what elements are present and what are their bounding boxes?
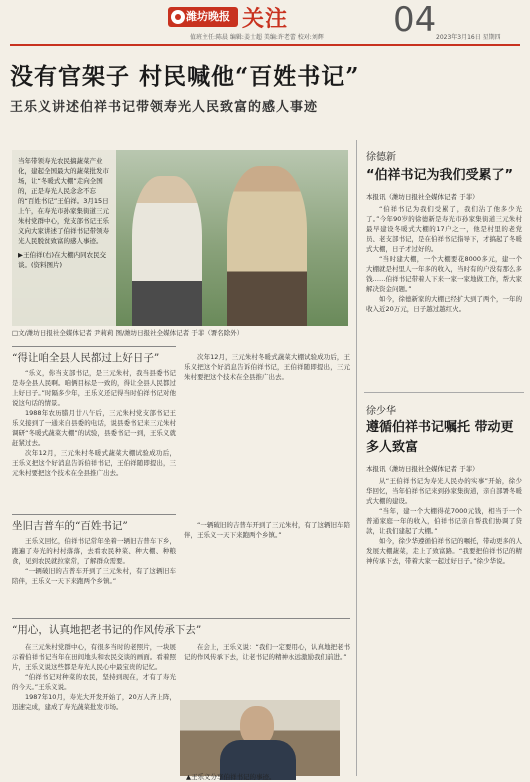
masthead <box>0 0 530 44</box>
section-title-1: “得让咱全县人民都过上好日子” <box>12 350 176 365</box>
editor-credits: 值班主任:陈晨 编辑:姜士超 美编:许老蕾 校对:刘辉 <box>190 34 324 41</box>
photo-caption-note: ▶王伯祥(右)在大棚内同农民交谈。(资料图片) <box>18 251 107 269</box>
paragraph: 1988年农历腊月廿八午后，三元朱村党支部书记王乐义接到了一通来自县委的电话，说县委书记来三元朱村调研“冬暖式蔬菜大棚”的试验，县委书记一到，王乐义就赶紧过去。 <box>12 409 176 447</box>
paragraph: 从“王伯祥书记为寿光人民办的实事”开始，徐少华回忆，当年伯祥书记来到孙家集街道，亲自部署冬暖式大棚的建设。 <box>366 477 522 505</box>
section-2-body-cont <box>184 520 350 616</box>
right-top-body <box>366 204 522 388</box>
section-title-3: “用心，认真地把老书记的作风传承下去” <box>12 622 350 637</box>
paragraph: “乐义，你当支部书记，是三元朱村，我当县委书记是寿全县人民啊。咱俩目标是一致的，得让全县人民都过上好日子。”时隔多少年，王乐义还记得当时伯祥书记对他说这句话的情景。 <box>12 369 176 407</box>
portrait-caption: ▲王乐义分享伯祥书记的事迹。 <box>186 773 276 781</box>
paragraph: 在三元朱村党群中心，有很多当时的老照片，一块展示着伯祥书记当年在田间地头和农民交谈的画面。看着照片，王乐义说这些都是寿光人民心中最宝贵的记忆。 <box>12 643 176 671</box>
paragraph: 1987年10月，寿光大开发开始了，20万人齐上阵，迅速完成，建成了寿光蔬菜批发市场。 <box>12 693 176 711</box>
logo-emblem-icon <box>171 10 185 24</box>
photo-caption <box>12 150 116 326</box>
right-top-author: 徐德新 <box>366 152 396 163</box>
issue-date: 2023年3月16日 星期四 <box>436 34 501 41</box>
photo-person-right <box>227 166 307 326</box>
right-divider <box>364 392 524 393</box>
photo-caption-text: 当年带领寿光农民搞蔬菜产业化，建起全国最大的蔬菜批发市场，让“冬暖式大棚”走向全国的，正是寿光人民念念不忘的“百姓书记”王伯祥。3月15日上午，在寿光市孙家集街道三元朱村党群中心，党支部书记王乐义向大家讲述了伯祥书记带领寿光人民脱贫致富的感人事迹。 <box>18 157 109 245</box>
article-subhead: 王乐义讲述伯祥书记带领寿光人民致富的感人事迹 <box>10 100 319 115</box>
paragraph: “伯祥书记为我们受累了，我们沾了他多少光了。”今年90岁的徐德新是寿光市孙家集街道三元朱村最早建设冬暖式大棚的17户之一，他是村里的老党员、老支部书记，是在伯祥书记指导下，才搞起了冬暖式大棚，日子才过好的。 <box>366 205 522 253</box>
page-number: 04 <box>393 0 437 40</box>
paragraph: “一辆破旧的吉普车开到了三元朱村，有了这辆旧车陪伴，王乐义一天下来跑两个乡镇。” <box>12 567 176 585</box>
header-rule <box>10 44 520 46</box>
portrait-photo <box>180 700 340 776</box>
newspaper-logo <box>168 7 238 27</box>
section-1-body <box>12 368 176 510</box>
paragraph: 在会上，王乐义说：“我们一定要用心，认真地把老书记的作风传承下去，让老书记的精神永远激励我们前进。” <box>184 643 350 661</box>
paragraph: 王乐义回忆，伯祥书记常年坐着一辆旧吉普车下乡，跑遍了寿光的村村落落，去看农民种菜、种大棚、种粮食，见到农民就拉家常，了解群众需要。 <box>12 537 176 565</box>
paragraph: “伯祥书记对种菜的农民，坚持到现在，才有了寿光的今天。”王乐义说。 <box>12 673 176 691</box>
paragraph: “当年，建一个大棚得花7000元钱，相当于一个普通家庭一年的收入，伯祥书记亲自帮我们协调了贷款，让我们建起了大棚。” <box>366 507 522 535</box>
right-bottom-author: 徐少华 <box>366 406 396 417</box>
right-bottom-body <box>366 476 522 776</box>
paragraph: 如今，徐少华遵循伯祥书记的嘱托，带动更多的人发展大棚蔬菜，走上了致富路。“我要把伯祥书记的精神传承下去，带着大家一起过好日子。”徐少华说。 <box>366 537 522 565</box>
paragraph: 如今，徐德新家的大棚已经扩大到了两个，一年的收入近20万元，日子越过越红火。 <box>366 295 522 313</box>
logo-text: 潍坊晚报 <box>186 10 230 23</box>
section-name: 关注 <box>242 7 289 32</box>
section-3-body-cont <box>184 642 350 696</box>
right-top-title: “伯祥书记为我们受累了” <box>366 168 514 183</box>
section-2-body <box>12 536 176 616</box>
paragraph: 次年12月，三元朱村冬暖式蔬菜大棚试验成功后，王乐义把这个好消息告诉伯祥书记，王伯祥随即提出，三元朱村要把这个技术在全县推广出去。 <box>184 353 350 381</box>
article-headline: 没有官架子 村民喊他“百姓书记” <box>10 63 360 90</box>
section-3-body <box>12 642 176 762</box>
right-bottom-title: 遵循伯祥书记嘱托 带动更多人致富 <box>366 420 514 455</box>
right-top-byline: 本报讯（潍坊日报社全媒体记者 于菲） <box>366 193 479 201</box>
photo-credit: □文/潍坊日报社全媒体记者 尹莉莉 图/潍坊日报社全媒体记者 于菲（署名除外） <box>12 329 244 337</box>
photo-person-left <box>132 176 202 326</box>
lead-photo <box>12 150 348 326</box>
section-title-2: 坐旧吉普车的“百姓书记” <box>12 518 176 533</box>
section-1-body-cont <box>184 352 350 512</box>
paragraph: “当时建大棚，一个大棚要花8000多元，建一个大棚就是村里人一年多的收入，当时有的户没有那么多钱……伯祥书记带着人下来一家一家地做工作，帮大家解决资金问题。” <box>366 255 522 293</box>
right-bottom-byline: 本报讯（潍坊日报社全媒体记者 于菲） <box>366 465 479 473</box>
column-divider <box>356 140 357 776</box>
paragraph: 次年12月，三元朱村冬暖式蔬菜大棚试验成功后，王乐义把这个好消息告诉伯祥书记，王伯祥随即提出，三元朱村要把这个技术在全县推广出去。 <box>12 449 176 477</box>
paragraph: “一辆破旧的吉普车开到了三元朱村，有了这辆旧车陪伴，王乐义一天下来跑两个乡镇。” <box>184 521 350 539</box>
